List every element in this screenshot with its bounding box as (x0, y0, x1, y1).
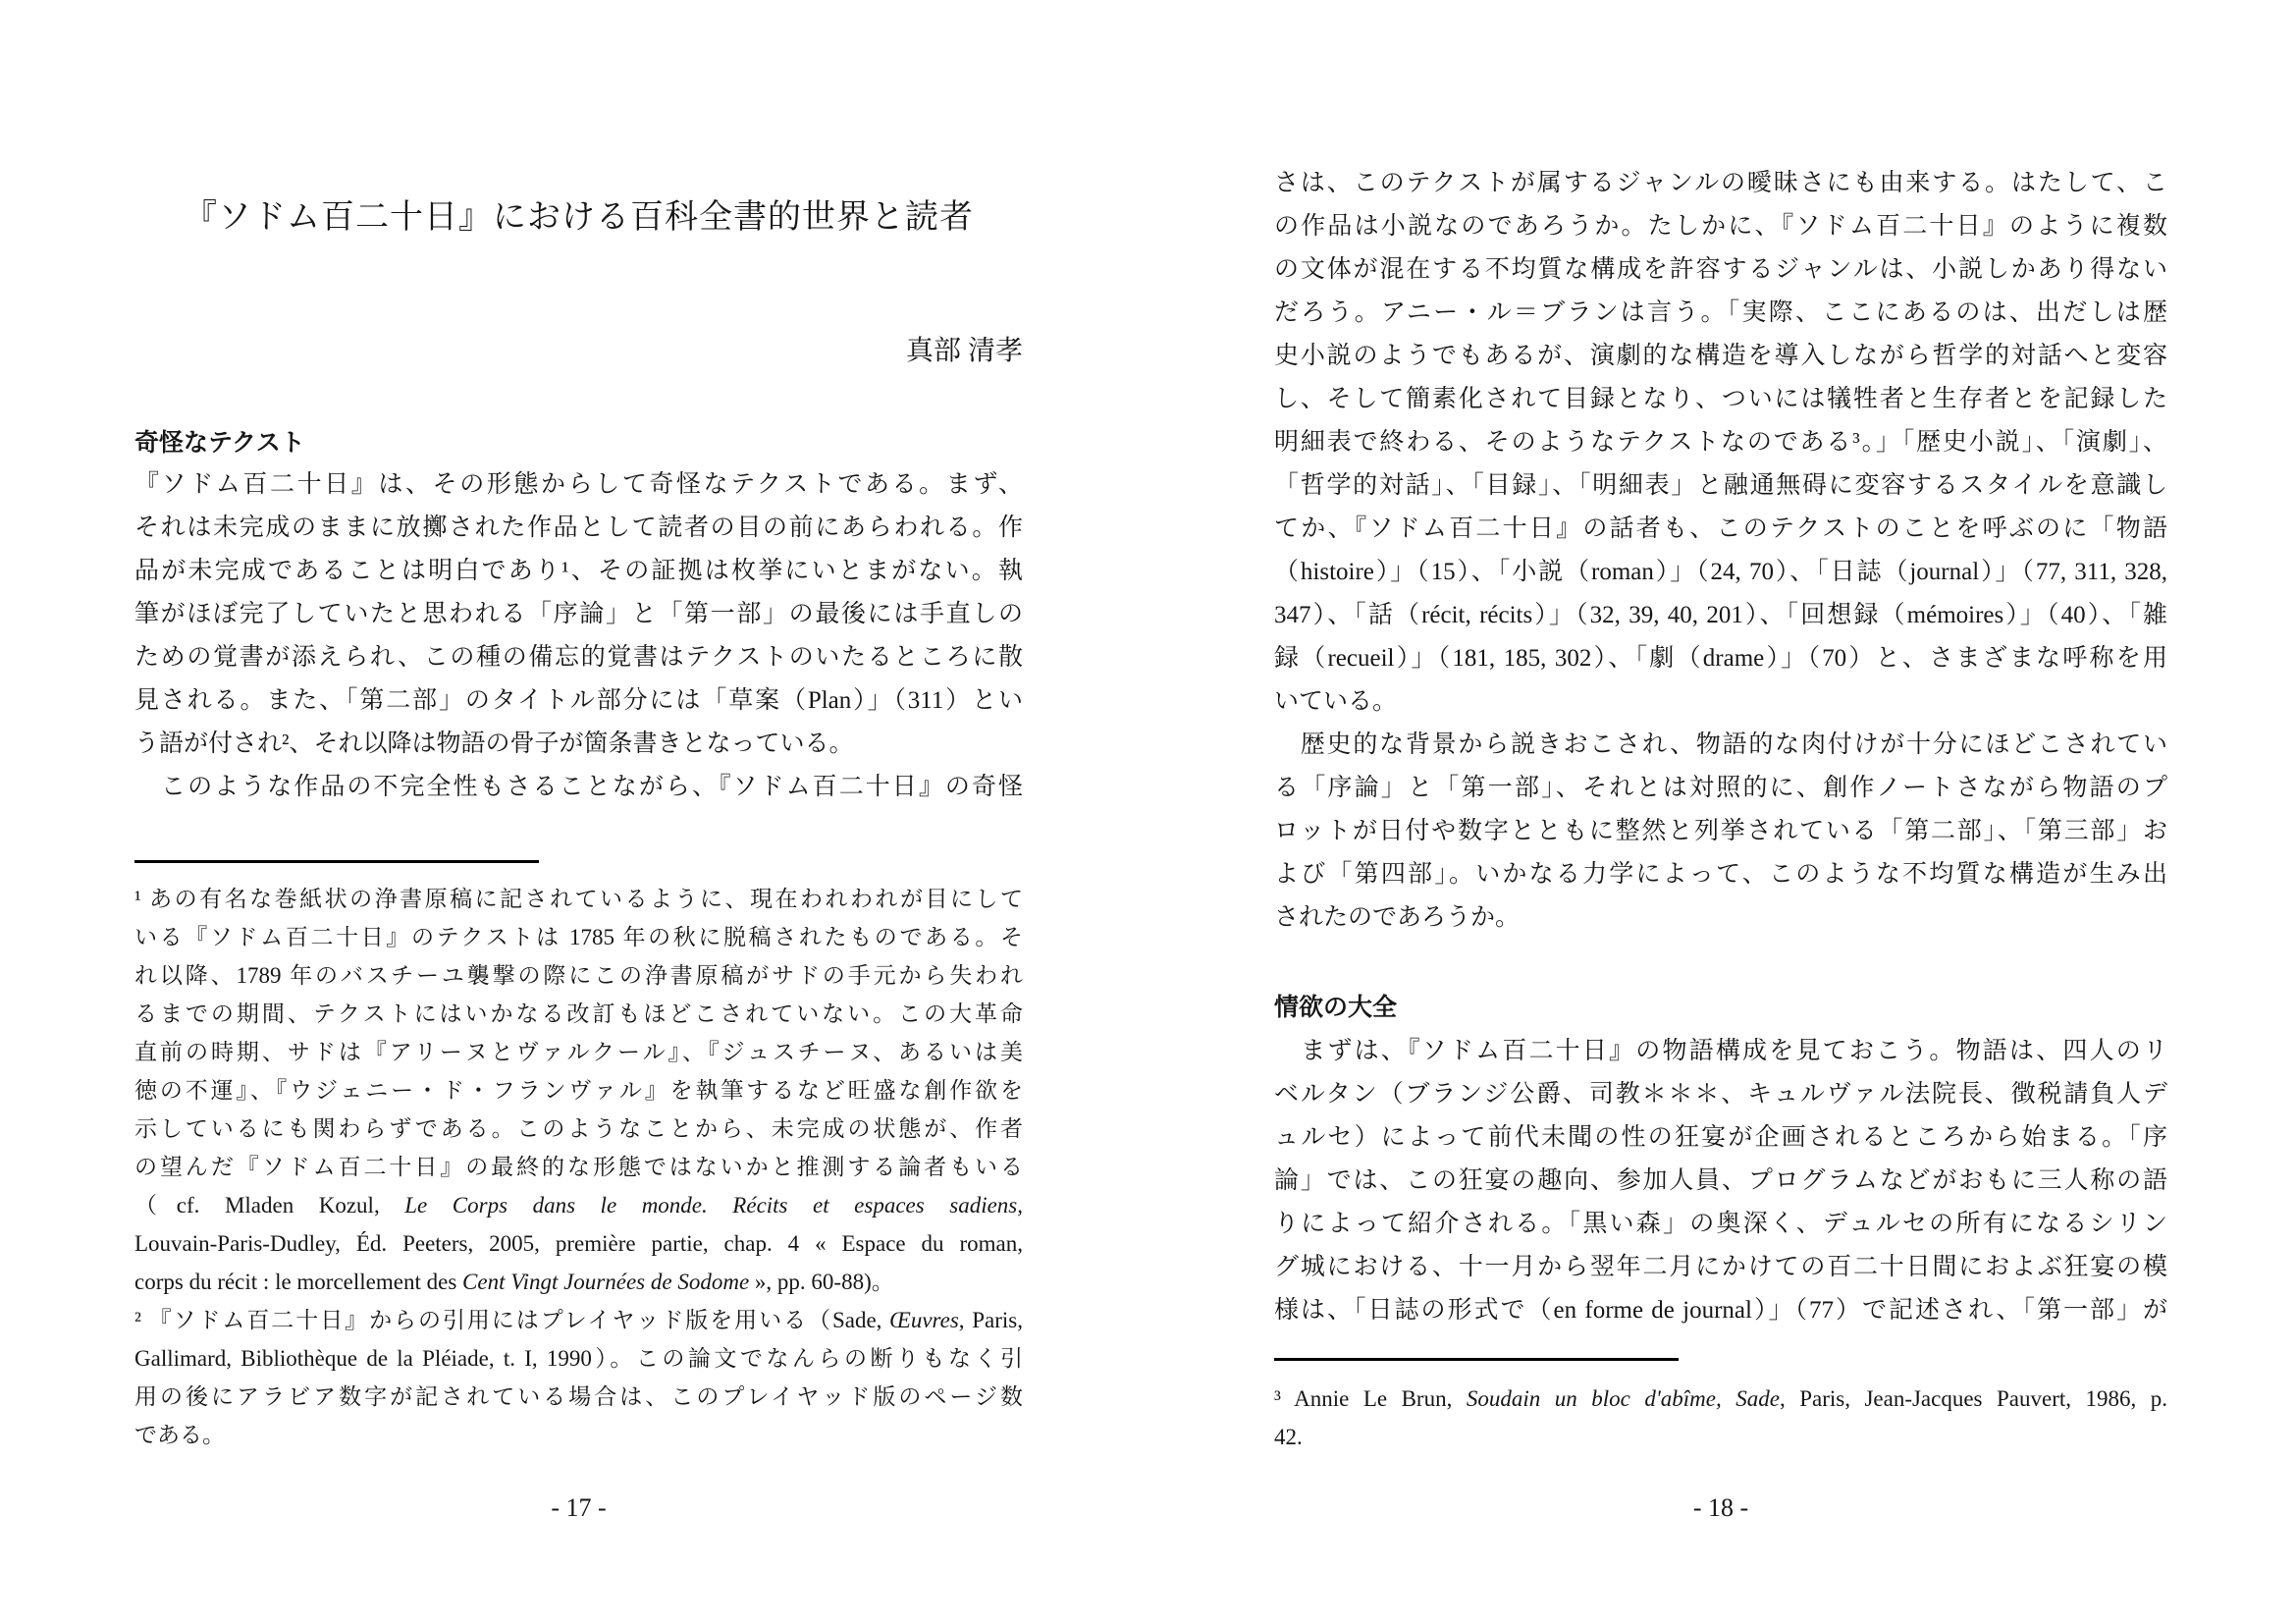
body-line: このような作品の不完全性もさることながら、『ソドム百二十日』の奇怪 (134, 774, 1023, 800)
body-line: 歴史的な背景から説きおこされ、物語的な肉付けが十分にほどこされてい (1274, 731, 2167, 758)
body-line: 『ソドム百二十日』は、その形態からして奇怪なテクストである。まず、 (134, 471, 1023, 498)
body-line: 論」では、この狂宴の趣向、参加人員、プログラムなどがおもに三人称の語 (1274, 1167, 2167, 1194)
body-line: う語が付され²、それ以降は物語の骨子が箇条書きとなっている。 (134, 731, 854, 757)
section-heading-compendium-of-lust: 情欲の大全 (1274, 995, 1398, 1021)
footnote-line: 直前の時期、サドは『アリーヌとヴァルクール』、『ジュスチーヌ、あるいは美 (134, 1040, 1023, 1064)
body-line: 見される。また、「第二部」のタイトル部分には「草案（Plan）」（311）とい (134, 687, 1023, 714)
body-line: ュルセ）によって前代未聞の性の狂宴が企画されるところから始まる。「序 (1274, 1124, 2167, 1151)
body-line: ロットが日付や数字とともに整然と列挙されている「第二部」、「第三部」お (1274, 818, 2167, 844)
body-line: の作品は小説なのであろうか。たしかに、『ソドム百二十日』のように複数 (1274, 213, 2167, 240)
footnote-separator (134, 860, 539, 863)
footnote-line: れ以降、1789 年のバスチーユ襲撃の際にこの浄書原稿がサドの手元から失われ (134, 963, 1023, 988)
footnote-line: るまでの期間、テクストにはいかなる改訂もほどこされていない。この大革命 (134, 1001, 1023, 1026)
body-line: まずは、『ソドム百二十日』の物語構成を見ておこう。物語は、四人のリ (1274, 1038, 2167, 1064)
body-line: る「序論」と「第一部」、それとは対照的に、創作ノートさながら物語のプ (1274, 775, 2167, 801)
body-text (134, 463, 1023, 809)
footnotes (134, 880, 1023, 1454)
page-number-17: - 17 - (551, 1493, 607, 1522)
body-line: されたのであろうか。 (1274, 904, 1521, 931)
body-line: 筆がほぼ完了していたと思われる「序論」と「第一部」の最後には手直しの (134, 601, 1023, 627)
footnote-line: （cf. Mladen Kozul, Le Corps dans le monde. Récits et espaces sadiens, (134, 1193, 1023, 1218)
footnote-line: ² 『ソドム百二十日』からの引用にはプレイヤッド版を用いる（Sade, Œuvres, Paris, (134, 1308, 1023, 1332)
paper-title: 『ソドム百二十日』における百科全書的世界と読者 (184, 199, 974, 236)
body-line: （histoire）」（15）、「小説（roman）」（24, 70）、「日誌（journal）」（77, 311, 328, (1274, 559, 2167, 585)
body-line: ための覚書が添えられ、この種の備忘的覚書はテクストのいたるところに散 (134, 644, 1023, 671)
right-page (1274, 0, 2167, 1624)
body-line: 史小説のようでもあるが、演劇的な構造を導入しながら哲学的対話へと変容 (1274, 343, 2167, 369)
left-page (134, 0, 1023, 1624)
body-line: 347）、「話（récit, récits）」（32, 39, 40, 201）、「回想録（mémoires）」（40）、「雑 (1274, 602, 2167, 628)
body-line: さは、このテクストが属するジャンルの曖昧さにも由来する。はたして、こ (1274, 170, 2167, 196)
footnotes (1274, 1380, 2167, 1456)
footnote-line: の望んだ『ソドム百二十日』の最終的な形態ではないかと推測する論者もいる (134, 1155, 1023, 1179)
body-line: 明細表で終わる、そのようなテクストなのである³。」「歴史小説」、「演劇」、 (1274, 429, 2167, 456)
footnote-line: Louvain-Paris-Dudley, Éd. Peeters, 2005, première partie, chap. 4 « Espace du roman, (134, 1231, 1023, 1256)
body-line: ベルタン（ブランジ公爵、司教＊＊＊、キュルヴァル法院長、徴税請負人デ (1274, 1081, 2167, 1108)
footnote-line: 42. (1274, 1425, 1303, 1449)
footnote-line: である。 (134, 1423, 225, 1447)
body-line: てか、『ソドム百二十日』の話者も、このテクストのことを呼ぶのに「物語 (1274, 515, 2167, 542)
body-line: いている。 (1274, 688, 1398, 715)
footnote-line: 徳の不運』、『ウジェニー・ド・フランヴァル』を執筆するなど旺盛な創作欲を (134, 1078, 1023, 1103)
footnote-line: ³ Annie Le Brun, Soudain un bloc d'abîme, Sade, Paris, Jean-Jacques Pauvert, 1986, p. (1274, 1386, 2167, 1411)
footnote-line: 用の後にアラビア数字が記されている場合は、このプレイヤッド版のページ数 (134, 1384, 1023, 1409)
body-text (1274, 1030, 2167, 1332)
body-line: よび「第四部」。いかなる力学によって、このような不均質な構造が生み出 (1274, 861, 2167, 888)
page-number-18: - 18 - (1692, 1493, 1749, 1522)
body-line: りによって紹介される。「黒い森」の奥深く、デュルセの所有になるシリン (1274, 1211, 2167, 1237)
body-line: それは未完成のままに放擲された作品として読者の目の前にあらわれる。作 (134, 514, 1023, 541)
body-line: 品が未完成であることは明白であり¹、その証拠は枚挙にいとまがない。執 (134, 558, 1023, 584)
footnote-separator (1274, 1358, 1679, 1361)
body-line: 「哲学的対話」、「目録」、「明細表」と融通無碍に変容するスタイルを意識し (1274, 472, 2167, 499)
footnote-line: Gallimard, Bibliothèque de la Pléiade, t. I, 1990）。この論文でなんらの断りもなく引 (134, 1346, 1023, 1371)
footnote-line: ¹ あの有名な巻紙状の浄書原稿に記されているように、現在われわれが目にして (134, 887, 1023, 911)
body-text (1274, 162, 2167, 940)
section-heading-strange-text: 奇怪なテクスト (134, 430, 305, 457)
footnote-line: corps du récit : le morcellement des Cent Vingt Journées de Sodome », pp. 60-88)。 (134, 1270, 894, 1294)
body-line: 録（recueil）」（181, 185, 302）、「劇（drame）」（70）と、さまざまな呼称を用 (1274, 645, 2167, 672)
footnote-line: いる『ソドム百二十日』のテクストは 1785 年の秋に脱稿されたものである。そ (134, 925, 1023, 949)
footnote-line: 示しているにも関わらずである。このようなことから、未完成の状態が、作者 (134, 1116, 1023, 1141)
body-line: 様は、「日誌の形式で（en forme de journal）」（77）で記述され、「第一部」が (1274, 1297, 2167, 1324)
body-line: だろう。アニー・ル＝ブランは言う。「実際、ここにあるのは、出だしは歴 (1274, 299, 2167, 326)
body-line: グ城における、十一月から翌年二月にかけての百二十日間におよぶ狂宴の模 (1274, 1254, 2167, 1280)
author-name: 真部 清孝 (905, 336, 1023, 366)
body-line: の文体が混在する不均質な構成を許容するジャンルは、小説しかあり得ない (1274, 256, 2167, 283)
body-line: し、そして簡素化されて目録となり、ついには犠牲者と生存者とを記録した (1274, 386, 2167, 412)
